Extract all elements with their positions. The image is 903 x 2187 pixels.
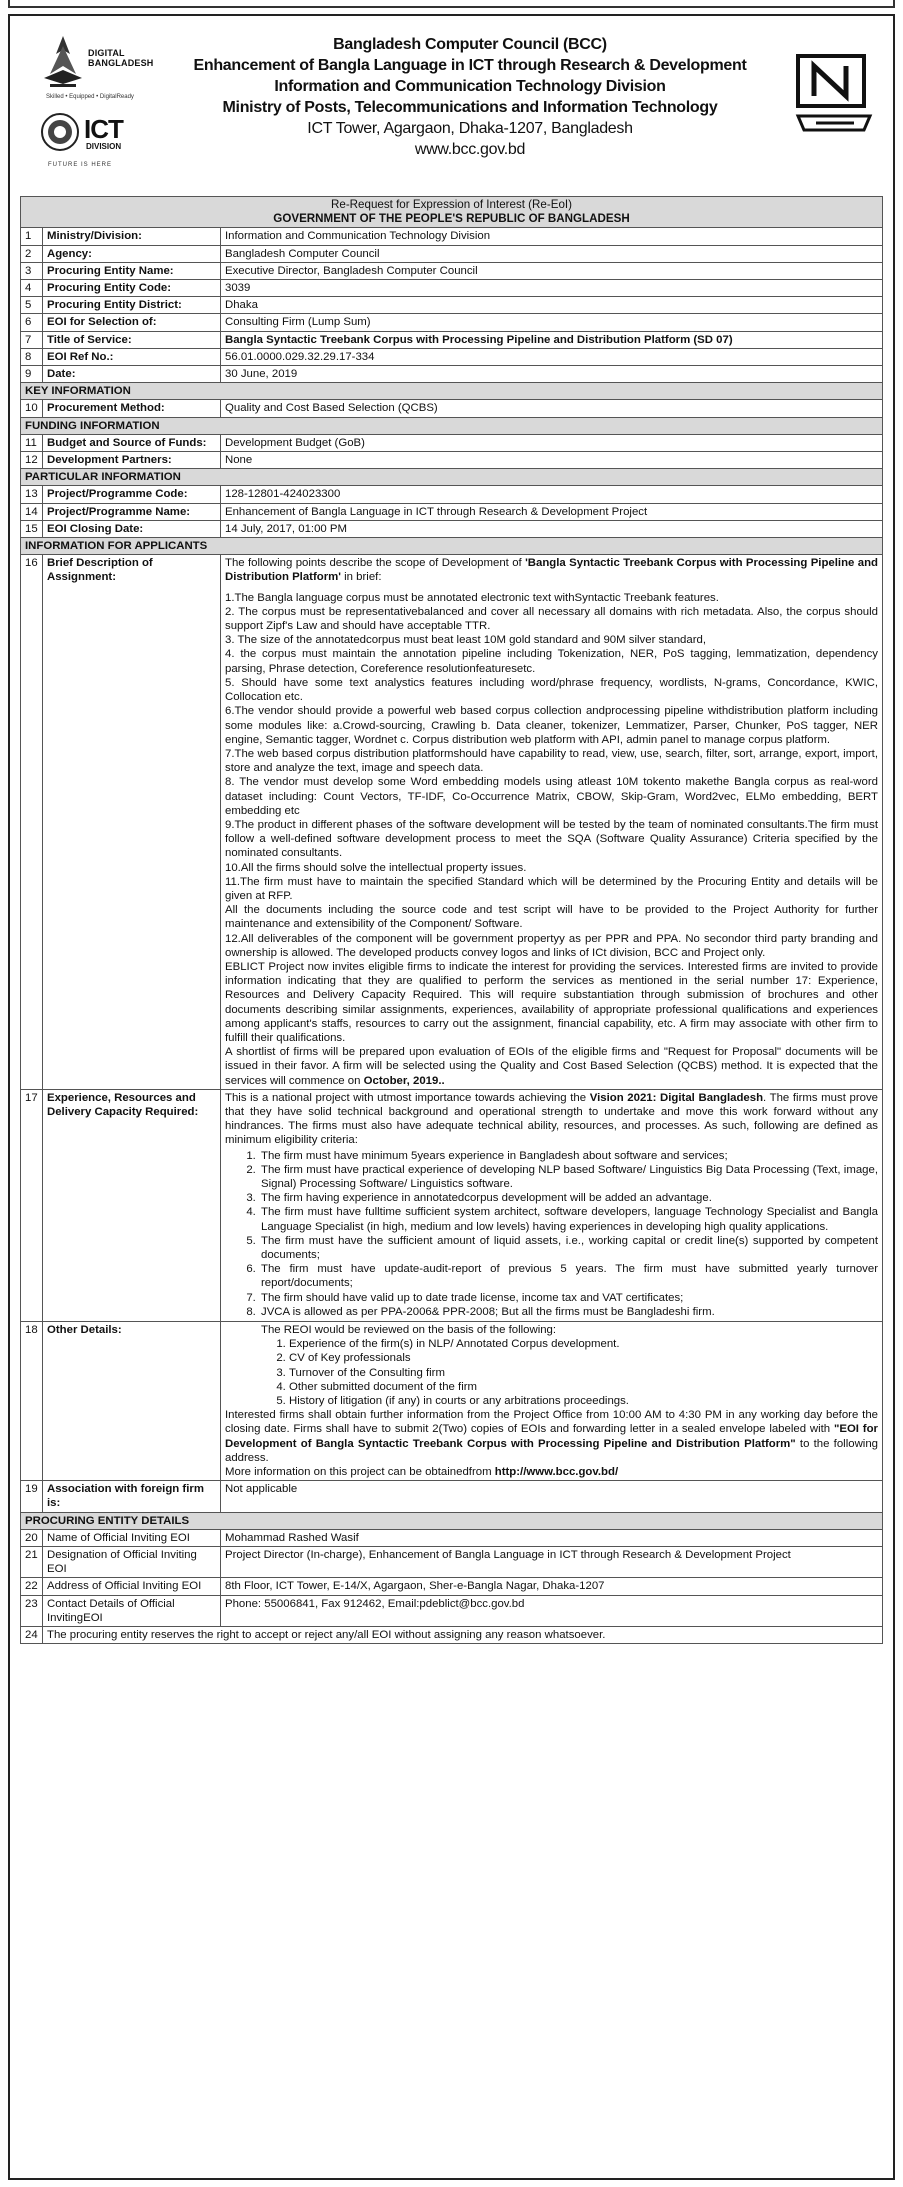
row-value: Information and Communication Technology Division bbox=[221, 228, 883, 245]
row-value: Project Director (In-charge), Enhancement of Bangla Language in ICT through Research & Development Project bbox=[221, 1547, 883, 1578]
digital-logo-tagline: Skilled • Equipped • DigitalReady bbox=[46, 94, 134, 100]
row-number: 3 bbox=[21, 262, 43, 279]
assignment-point: 12.All deliverables of the component will be government propertyy as per PPR and PPA. No secondor third party branding and ownership is allowed. The developed products convey logos and links of ICt division, BCC and Project only. bbox=[225, 932, 878, 959]
row-value: 56.01.0000.029.32.29.17-334 bbox=[221, 348, 883, 365]
assignment-point: 3. The size of the annotatedcorpus must beat least 10M gold standard and 90M silver standard, bbox=[225, 634, 707, 647]
list-item: 4. Other submitted document of the firm bbox=[289, 1380, 878, 1394]
section-header bbox=[21, 469, 883, 486]
reservation-clause: The procuring entity reserves the right to accept or reject any/all EOI without assigning any reason whatsoever. bbox=[43, 1627, 883, 1644]
assignment-point: 9.The product in different phases of the software development will be tested by the team of nominated consultants.The firm must follow a well-defined software development process to meet the SQA (Software Quality Assurance) Criteria specified by the nominated consultants. bbox=[225, 818, 878, 860]
row-number: 11 bbox=[21, 434, 43, 451]
assignment-point: EBLICT Project now invites eligible firms to indicate the interest for providing the services. Interested firms are invited to provide information indicating that they are qualified to perform the services as mentioned in the serial number 17: Experience, Resources and Delivery Capacity Required. This will require substantiation through submission of brochures and other documents describing similar assignments, experiences, availability of appropriate professional qualifications and experiences among applicant's staffs, resources to carry out the assignment, financial capability, etc. A firm may associate with other firm to fulfill their qualifications. bbox=[225, 960, 878, 1044]
row-label: EOI for Selection of: bbox=[43, 314, 221, 331]
assignment-point: 1.The Bangla language corpus must be annotated electronic text withSyntactic Treebank features. bbox=[225, 591, 719, 604]
list-item: 2. The firm must have practical experience of developing NLP based Software/ Linguistics Big Data Processing (Text, image, Signal) Processing Software/ Linguistics software. bbox=[259, 1163, 878, 1191]
list-item: 7. The firm should have valid up to date trade license, income tax and VAT certificates; bbox=[259, 1291, 878, 1305]
digital-bangladesh-logo bbox=[40, 34, 160, 102]
row-value: Development Budget (GoB) bbox=[221, 434, 883, 451]
assignment-intro: The following points describe the scope of Development of 'Bangla Syntactic Treebank Corpus with Processing Pipeline and Distribution Platform' in brief: bbox=[225, 557, 878, 584]
org-name: Bangladesh Computer Council (BCC) bbox=[333, 36, 607, 53]
table-row bbox=[21, 503, 883, 520]
row-number: 10 bbox=[21, 400, 43, 417]
row-label: Development Partners: bbox=[43, 452, 221, 469]
row-value: 3039 bbox=[221, 280, 883, 297]
row-number: 21 bbox=[21, 1547, 43, 1578]
row-label: Project/Programme Code: bbox=[43, 486, 221, 503]
row-label: Project/Programme Name: bbox=[43, 503, 221, 520]
assignment-point: 2. The corpus must be representativebalanced and cover all necessary all domains with rich metadata. Also, the corpus should support Zipf's Law and should have acceptable TTR. bbox=[225, 605, 878, 633]
review-criteria-list bbox=[225, 1337, 878, 1408]
table-row bbox=[21, 555, 883, 1090]
row-label: Designation of Official Inviting EOI bbox=[43, 1547, 221, 1578]
row-number: 2 bbox=[21, 245, 43, 262]
row-number: 8 bbox=[21, 348, 43, 365]
row-label: Procuring Entity Name: bbox=[43, 262, 221, 279]
row-label: Address of Official Inviting EOI bbox=[43, 1578, 221, 1595]
row-label: Procuring Entity District: bbox=[43, 297, 221, 314]
notice-government: GOVERNMENT OF THE PEOPLE'S REPUBLIC OF BANGLADESH bbox=[273, 212, 630, 226]
assignment-point: 7.The web based corpus distribution platformshould have capability to read, view, use, search, filter, sort, arrange, export, import, store and analyze the text, image and speech data. bbox=[225, 747, 878, 775]
project-website-link[interactable]: http://www.bcc.gov.bd/ bbox=[494, 1466, 619, 1479]
row-label: Title of Service: bbox=[43, 331, 221, 348]
notice-title-row bbox=[21, 197, 883, 228]
row-number: 13 bbox=[21, 486, 43, 503]
table-row bbox=[21, 452, 883, 469]
row-number: 9 bbox=[21, 366, 43, 383]
row-value: Dhaka bbox=[221, 297, 883, 314]
table-row bbox=[21, 366, 883, 383]
row-value: 128-12801-424023300 bbox=[221, 486, 883, 503]
table-row bbox=[21, 1529, 883, 1546]
row-value: 30 June, 2019 bbox=[221, 366, 883, 383]
list-item: 1. Experience of the firm(s) in NLP/ Annotated Corpus development. bbox=[289, 1337, 878, 1351]
website: www.bcc.gov.bd bbox=[414, 141, 526, 158]
list-item: 1. The firm must have minimum 5years experience in Bangladesh about software and services; bbox=[259, 1149, 878, 1163]
table-row bbox=[21, 314, 883, 331]
section-information-for-applicants: INFORMATION FOR APPLICANTS bbox=[21, 538, 883, 555]
eoi-notice bbox=[20, 196, 883, 1644]
table-row bbox=[21, 486, 883, 503]
eligibility-list bbox=[225, 1149, 878, 1319]
row-label: Other Details: bbox=[43, 1322, 221, 1481]
table-row bbox=[21, 1627, 883, 1644]
top-border-strip bbox=[8, 0, 895, 8]
section-particular-information: PARTICULAR INFORMATION bbox=[21, 469, 883, 486]
list-item: 6. The firm must have update-audit-report of previous 5 years. The firm must have submitted yearly turnover report/documents; bbox=[259, 1262, 878, 1290]
list-item: 3. The firm having experience in annotatedcorpus development will be added an advantage. bbox=[259, 1191, 878, 1205]
row-value: Executive Director, Bangladesh Computer Council bbox=[221, 262, 883, 279]
service-title: Bangla Syntactic Treebank Corpus with Processing Pipeline and Distribution Platform (SD 07) bbox=[221, 331, 883, 348]
notice-title: Re-Request for Expression of Interest (Re-EoI) bbox=[331, 198, 572, 211]
section-funding-information: FUNDING INFORMATION bbox=[21, 417, 883, 434]
other-details bbox=[221, 1322, 883, 1481]
row-label: Name of Official Inviting EOI bbox=[43, 1529, 221, 1546]
digital-bangladesh-emblem-icon bbox=[40, 34, 86, 92]
bcc-logo-icon bbox=[794, 50, 874, 140]
list-item: 4. The firm must have fulltime sufficient system architect, software developers, language Technology Specialist and Bangla Language Specialist (in high, medium and low levels) having experiences in developing high quality applications. bbox=[259, 1205, 878, 1233]
government-seal-icon bbox=[40, 112, 80, 152]
table-row bbox=[21, 297, 883, 314]
row-number: 15 bbox=[21, 520, 43, 537]
list-item: 2. CV of Key professionals bbox=[289, 1351, 878, 1365]
row-number: 16 bbox=[21, 555, 43, 1090]
row-number: 23 bbox=[21, 1595, 43, 1626]
row-number: 12 bbox=[21, 452, 43, 469]
list-item: 3. Turnover of the Consulting firm bbox=[289, 1366, 878, 1380]
list-item: 5. The firm must have the sufficient amount of liquid assets, i.e., working capital or credit line(s) supported by competent documents; bbox=[259, 1234, 878, 1262]
project-name: Enhancement of Bangla Language in ICT through Research & Development bbox=[193, 57, 747, 74]
more-info: More information on this project can be obtainedfrom http://www.bcc.gov.bd/ bbox=[225, 1466, 619, 1479]
letterhead bbox=[10, 16, 893, 188]
table-row bbox=[21, 400, 883, 417]
ict-logo-tagline: FUTURE IS HERE bbox=[48, 162, 113, 168]
row-number: 22 bbox=[21, 1578, 43, 1595]
assignment-point: 8. The vendor must develop some Word embedding models using atleast 10M tokento makethe Bangla corpus as real-word dataset including: Count Vectors, TF-IDF, Co-Occurrence Matrix, CBOW, Skip-Gram, Word2vec, ELMo embedding, BERT embedding etc bbox=[225, 776, 878, 817]
row-label: Association with foreign firm is: bbox=[43, 1481, 221, 1512]
row-label: EOI Ref No.: bbox=[43, 348, 221, 365]
section-procuring-entity-details: PROCURING ENTITY DETAILS bbox=[21, 1512, 883, 1529]
assignment-closing: A shortlist of firms will be prepared upon evaluation of EOIs of the eligible firms and "Request for Proposal" documents will be issued in their favor. A firm will be selected using the Quality and Cost Based Selection (QCBS) method. It is expected that the services will commence on October, 2019.. bbox=[225, 1046, 878, 1087]
row-value: Mohammad Rashed Wasif bbox=[221, 1529, 883, 1546]
row-value: 8th Floor, ICT Tower, E-14/X, Agargaon, Sher-e-Bangla Nagar, Dhaka-1207 bbox=[221, 1578, 883, 1595]
assignment-point: All the documents including the source code and test script will have to be provided to the Project Authority for further maintenance and extensibility of the Component/ Software. bbox=[225, 904, 878, 931]
row-number: 1 bbox=[21, 228, 43, 245]
division-name: Information and Communication Technology Division bbox=[274, 78, 666, 95]
table-row bbox=[21, 1089, 883, 1321]
assignment-point: 5. Should have some text analystics features including word/phrase frequency, wordlists, N-grams, Concordance, KWIC, Collocation etc. bbox=[225, 676, 878, 704]
table-row bbox=[21, 280, 883, 297]
letterhead-text bbox=[170, 34, 770, 160]
assignment-description bbox=[221, 555, 883, 1090]
row-number: 4 bbox=[21, 280, 43, 297]
ict-division-logo bbox=[40, 112, 160, 172]
list-item: 5. History of litigation (if any) in courts or any arbitrations proceedings. bbox=[289, 1394, 878, 1408]
row-value: Consulting Firm (Lump Sum) bbox=[221, 314, 883, 331]
section-header bbox=[21, 417, 883, 434]
row-label: Brief Description of Assignment: bbox=[43, 555, 221, 1090]
table-row bbox=[21, 1578, 883, 1595]
row-number: 17 bbox=[21, 1089, 43, 1321]
ict-logo-word: ICT bbox=[84, 114, 123, 144]
row-label: Procurement Method: bbox=[43, 400, 221, 417]
ministry-name: Ministry of Posts, Telecommunications and Information Technology bbox=[222, 99, 718, 116]
row-label: Ministry/Division: bbox=[43, 228, 221, 245]
row-number: 19 bbox=[21, 1481, 43, 1512]
row-label: Procuring Entity Code: bbox=[43, 280, 221, 297]
table-row bbox=[21, 1322, 883, 1481]
left-logos bbox=[40, 34, 160, 174]
eoi-table bbox=[20, 196, 883, 1644]
review-intro: The REOI would be reviewed on the basis of the following: bbox=[261, 1324, 557, 1337]
table-row bbox=[21, 1547, 883, 1578]
row-number: 20 bbox=[21, 1529, 43, 1546]
section-header bbox=[21, 1512, 883, 1529]
row-value: None bbox=[221, 452, 883, 469]
digital-logo-word: DIGITAL bbox=[88, 48, 125, 58]
table-row bbox=[21, 1481, 883, 1512]
section-header bbox=[21, 538, 883, 555]
row-number: 6 bbox=[21, 314, 43, 331]
experience-intro: This is a national project with utmost importance towards achieving the Vision 2021: Digital Bangladesh. The firms must prove that they have solid technical background and operational strength to undertake and move this work forward without any hindrances. The firms must also have adequate technical ability, resources, and processes. As such, following are defined as minimum eligibility criteria: bbox=[225, 1091, 878, 1147]
division-logo-word: DIVISION bbox=[86, 142, 122, 151]
row-value: Phone: 55006841, Fax 912462, Email:pdeblict@bcc.gov.bd bbox=[221, 1595, 883, 1626]
row-label: Budget and Source of Funds: bbox=[43, 434, 221, 451]
row-number: 7 bbox=[21, 331, 43, 348]
section-key-information: KEY INFORMATION bbox=[21, 383, 883, 400]
table-row bbox=[21, 228, 883, 245]
row-value: Bangladesh Computer Council bbox=[221, 245, 883, 262]
experience-requirements bbox=[221, 1089, 883, 1321]
table-row bbox=[21, 245, 883, 262]
row-label: Date: bbox=[43, 366, 221, 383]
row-number: 24 bbox=[21, 1627, 43, 1644]
table-row bbox=[21, 1595, 883, 1626]
row-number: 18 bbox=[21, 1322, 43, 1481]
row-number: 14 bbox=[21, 503, 43, 520]
row-value: Not applicable bbox=[221, 1481, 883, 1512]
row-label: Contact Details of Official InvitingEOI bbox=[43, 1595, 221, 1626]
row-label: EOI Closing Date: bbox=[43, 520, 221, 537]
row-value: 14 July, 2017, 01:00 PM bbox=[221, 520, 883, 537]
row-number: 5 bbox=[21, 297, 43, 314]
table-row bbox=[21, 434, 883, 451]
assignment-point: 4. the corpus must maintain the annotation pipeline including Tokenization, NER, PoS tagging, lemmatization, dependency parsing, Phrase detection, Coreference resolutionfeaturesetc. bbox=[225, 648, 878, 675]
row-value: Quality and Cost Based Selection (QCBS) bbox=[221, 400, 883, 417]
assignment-point: 11.The firm must have to maintain the specified Standard which will be determined by the Procuring Entity and details will be given at RFP. bbox=[225, 875, 878, 902]
address: ICT Tower, Agargaon, Dhaka-1207, Bangladesh bbox=[307, 120, 633, 137]
bangladesh-logo-word: BANGLADESH bbox=[88, 58, 154, 68]
assignment-point: 10.All the firms should solve the intellectual property issues. bbox=[225, 861, 527, 874]
row-label: Experience, Resources and Delivery Capacity Required: bbox=[43, 1089, 221, 1321]
section-header bbox=[21, 383, 883, 400]
row-label: Agency: bbox=[43, 245, 221, 262]
table-row bbox=[21, 262, 883, 279]
table-row bbox=[21, 520, 883, 537]
table-row bbox=[21, 331, 883, 348]
assignment-point: 6.The vendor should provide a powerful web based corpus collection andprocessing pipeline withdistribution platform including some modules like: a.Crowd-sourcing, Crawling b. Data cleaner, tokenizer, Lemmatizer, Parser, Chunker, PoS tagger, NER engine, Semantic tagger, Wordnet c. Corpus distribution web platform with API, admin panel to manage corpus platform. bbox=[225, 705, 878, 746]
submission-instructions: Interested firms shall obtain further information from the Project Office from 10:00 AM to 4:30 PM in any working day before the closing date. Firms shall have to submit 2(Two) copies of EOIs and forwarding letter in a sealed envelope labeled with "EOI for Development of Bangla Syntactic Treebank Corpus with Processing Pipeline and Distribution Platform" to the following address. bbox=[225, 1409, 879, 1464]
table-row bbox=[21, 348, 883, 365]
row-value: Enhancement of Bangla Language in ICT through Research & Development Project bbox=[221, 503, 883, 520]
list-item: 8. JVCA is allowed as per PPA-2006& PPR-2008; But all the firms must be Bangladeshi firm. bbox=[259, 1305, 878, 1319]
